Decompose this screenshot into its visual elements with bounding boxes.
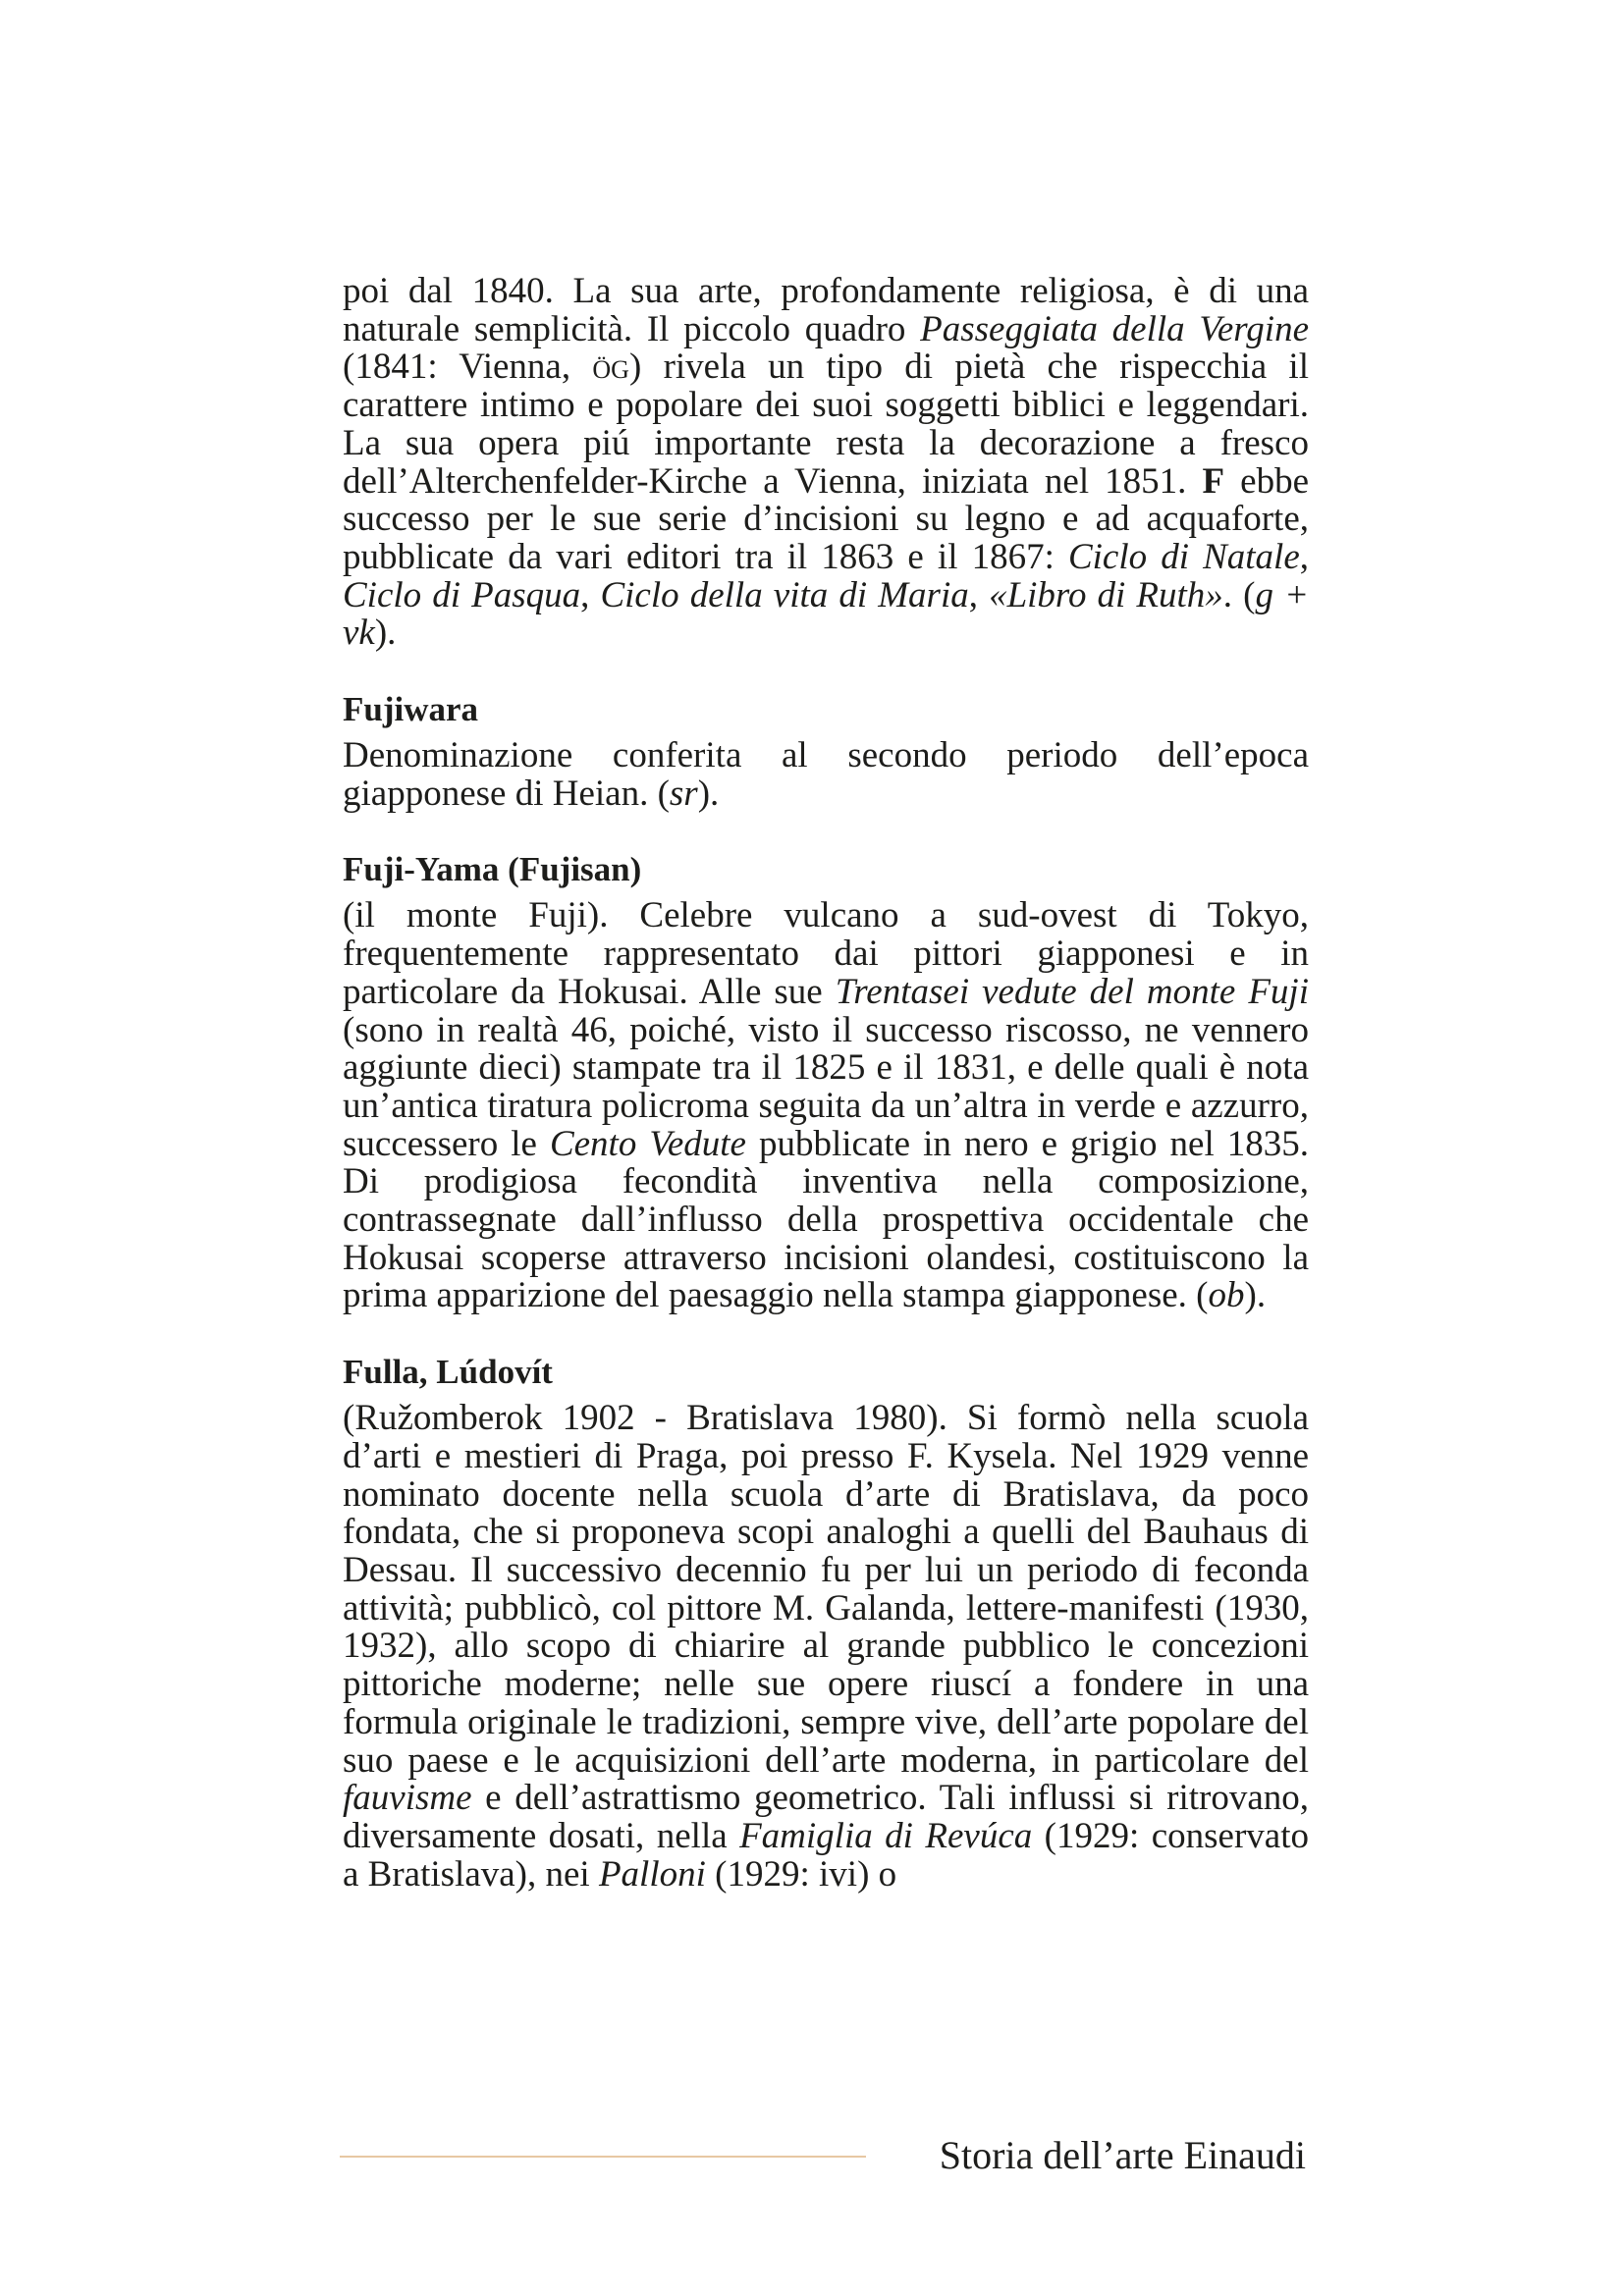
- text-run: ,: [580, 574, 601, 615]
- entry-title: Fujiwara: [343, 690, 479, 729]
- text-run: ).: [697, 773, 720, 814]
- italic-text: Famiglia di Revúca: [739, 1815, 1033, 1856]
- italic-text: Palloni: [598, 1853, 706, 1895]
- text-run: (1929: conservato a Bratislava), nei: [343, 1815, 1309, 1895]
- entry-text: [343, 273, 1309, 653]
- bold-text: F: [1202, 460, 1225, 502]
- italic-text: fauvisme: [343, 1778, 472, 1819]
- text-run: (Ružomberok 1902 - Bratislava 1980). Si formò nella scuola d’arti e mestieri di Praga, poi presso F. Kysela. Nel 1929 venne nominato docente nella scuola d’arte di Bratislava, da poco fondata, che si proponeva scopi analoghi a quelli del Bauhaus di Dessau. Il successivo decennio fu per lui un periodo di feconda attività; pubblicò, col pittore M. Galanda, lettere-manifesti (1930, 1932), allo scopo di chiarire al grande pubblico le concezioni pittoriche moderne; nelle sue opere riuscí a fondere in una formula originale le tradizioni, sempre vive, dell’arte popolare del suo paese e le acquisizioni dell’arte moderna, in particolare del: [343, 1398, 1309, 1781]
- text-run: pubblicate in nero e grigio nel 1835. Di prodigiosa fecondità inventiva nella composizione, contrassegnate dall’influsso della prospettiva occidentale che Hokusai scoperse attraverso incisioni olandesi, costituiscono la prima apparizione del paesaggio nella stampa giapponese. (: [343, 1123, 1309, 1316]
- footer-rule: [340, 2156, 866, 2158]
- page-footer: [340, 2132, 1306, 2179]
- small-caps-text: ög: [592, 347, 629, 388]
- footer-publisher: Storia dell’arte Einaudi: [939, 2133, 1306, 2177]
- italic-text: sr: [669, 773, 698, 814]
- text-run: (il monte Fuji). Celebre vulcano a sud-ovest di Tokyo, frequentemente rappresentato dai pittori giapponesi e in particolare da Hokusai. Alle sue: [343, 895, 1309, 1012]
- italic-text: Ciclo di Pasqua: [343, 574, 581, 615]
- entry-title: Fuji-Yama (Fujisan): [343, 850, 642, 889]
- text-run: ).: [374, 613, 397, 654]
- italic-text: Ciclo della vita di Maria: [600, 574, 969, 615]
- text-run: ) rivela un tipo di pietà che rispecchia il carattere intimo e popolare dei suoi soggetti biblici e leggendari. La sua opera piú importante resta la decorazione a fresco dell’Alterchenfelder-Kirche a Vienna, iniziata nel 1851.: [343, 347, 1309, 502]
- entry-title: Fulla, Lúdovít: [343, 1353, 553, 1392]
- text-run: ebbe successo per le sue serie d’incisioni su legno e ad acquaforte, pubblicate da vari editori tra il 1863 e il 1867:: [343, 460, 1309, 577]
- text-run: ).: [1244, 1275, 1267, 1316]
- text-run: (sono in realtà 46, poiché, visto il successo riscosso, ne vennero aggiunte dieci) stampate tra il 1825 e il 1831, e delle quali è nota un’antica tiratura policroma seguita da un’altra in verde e azzurro, successero le: [343, 1009, 1309, 1164]
- entry-fujiwara: [343, 690, 1309, 813]
- text-run: . (: [1222, 574, 1256, 615]
- text-run: poi dal 1840. La sua arte, profondamente religiosa, è di una naturale semplicità. Il piccolo quadro: [343, 271, 1309, 349]
- italic-text: Passeggiata della Vergine: [920, 308, 1309, 349]
- italic-text: g + vk: [343, 574, 1310, 654]
- italic-text: Trentasei vedute del monte Fuji: [835, 971, 1309, 1012]
- page-content: [343, 273, 1309, 1894]
- italic-text: Ciclo di Natale: [1067, 536, 1300, 577]
- italic-text: «Libro di Ruth»: [989, 574, 1223, 615]
- entry-text: [343, 737, 1309, 813]
- text-run: ,: [968, 574, 990, 615]
- entry-fuji-yama: [343, 850, 1309, 1315]
- entry-text: [343, 897, 1309, 1315]
- entry-fulla: [343, 1353, 1309, 1894]
- italic-text: Cento Vedute: [549, 1123, 746, 1164]
- entry-continuation: [343, 273, 1309, 653]
- text-run: (1929: ivi) o: [705, 1853, 897, 1895]
- text-run: e dell’astrattismo geometrico. Tali influssi si ritrovano, diversamente dosati, nella: [343, 1778, 1309, 1856]
- text-run: Denominazione conferita al secondo periodo dell’epoca giapponese di Heian. (: [343, 735, 1309, 814]
- text-run: ,: [1299, 536, 1309, 577]
- entry-text: [343, 1400, 1309, 1894]
- text-run: (1841: Vienna,: [343, 347, 593, 388]
- italic-text: ob: [1208, 1275, 1245, 1316]
